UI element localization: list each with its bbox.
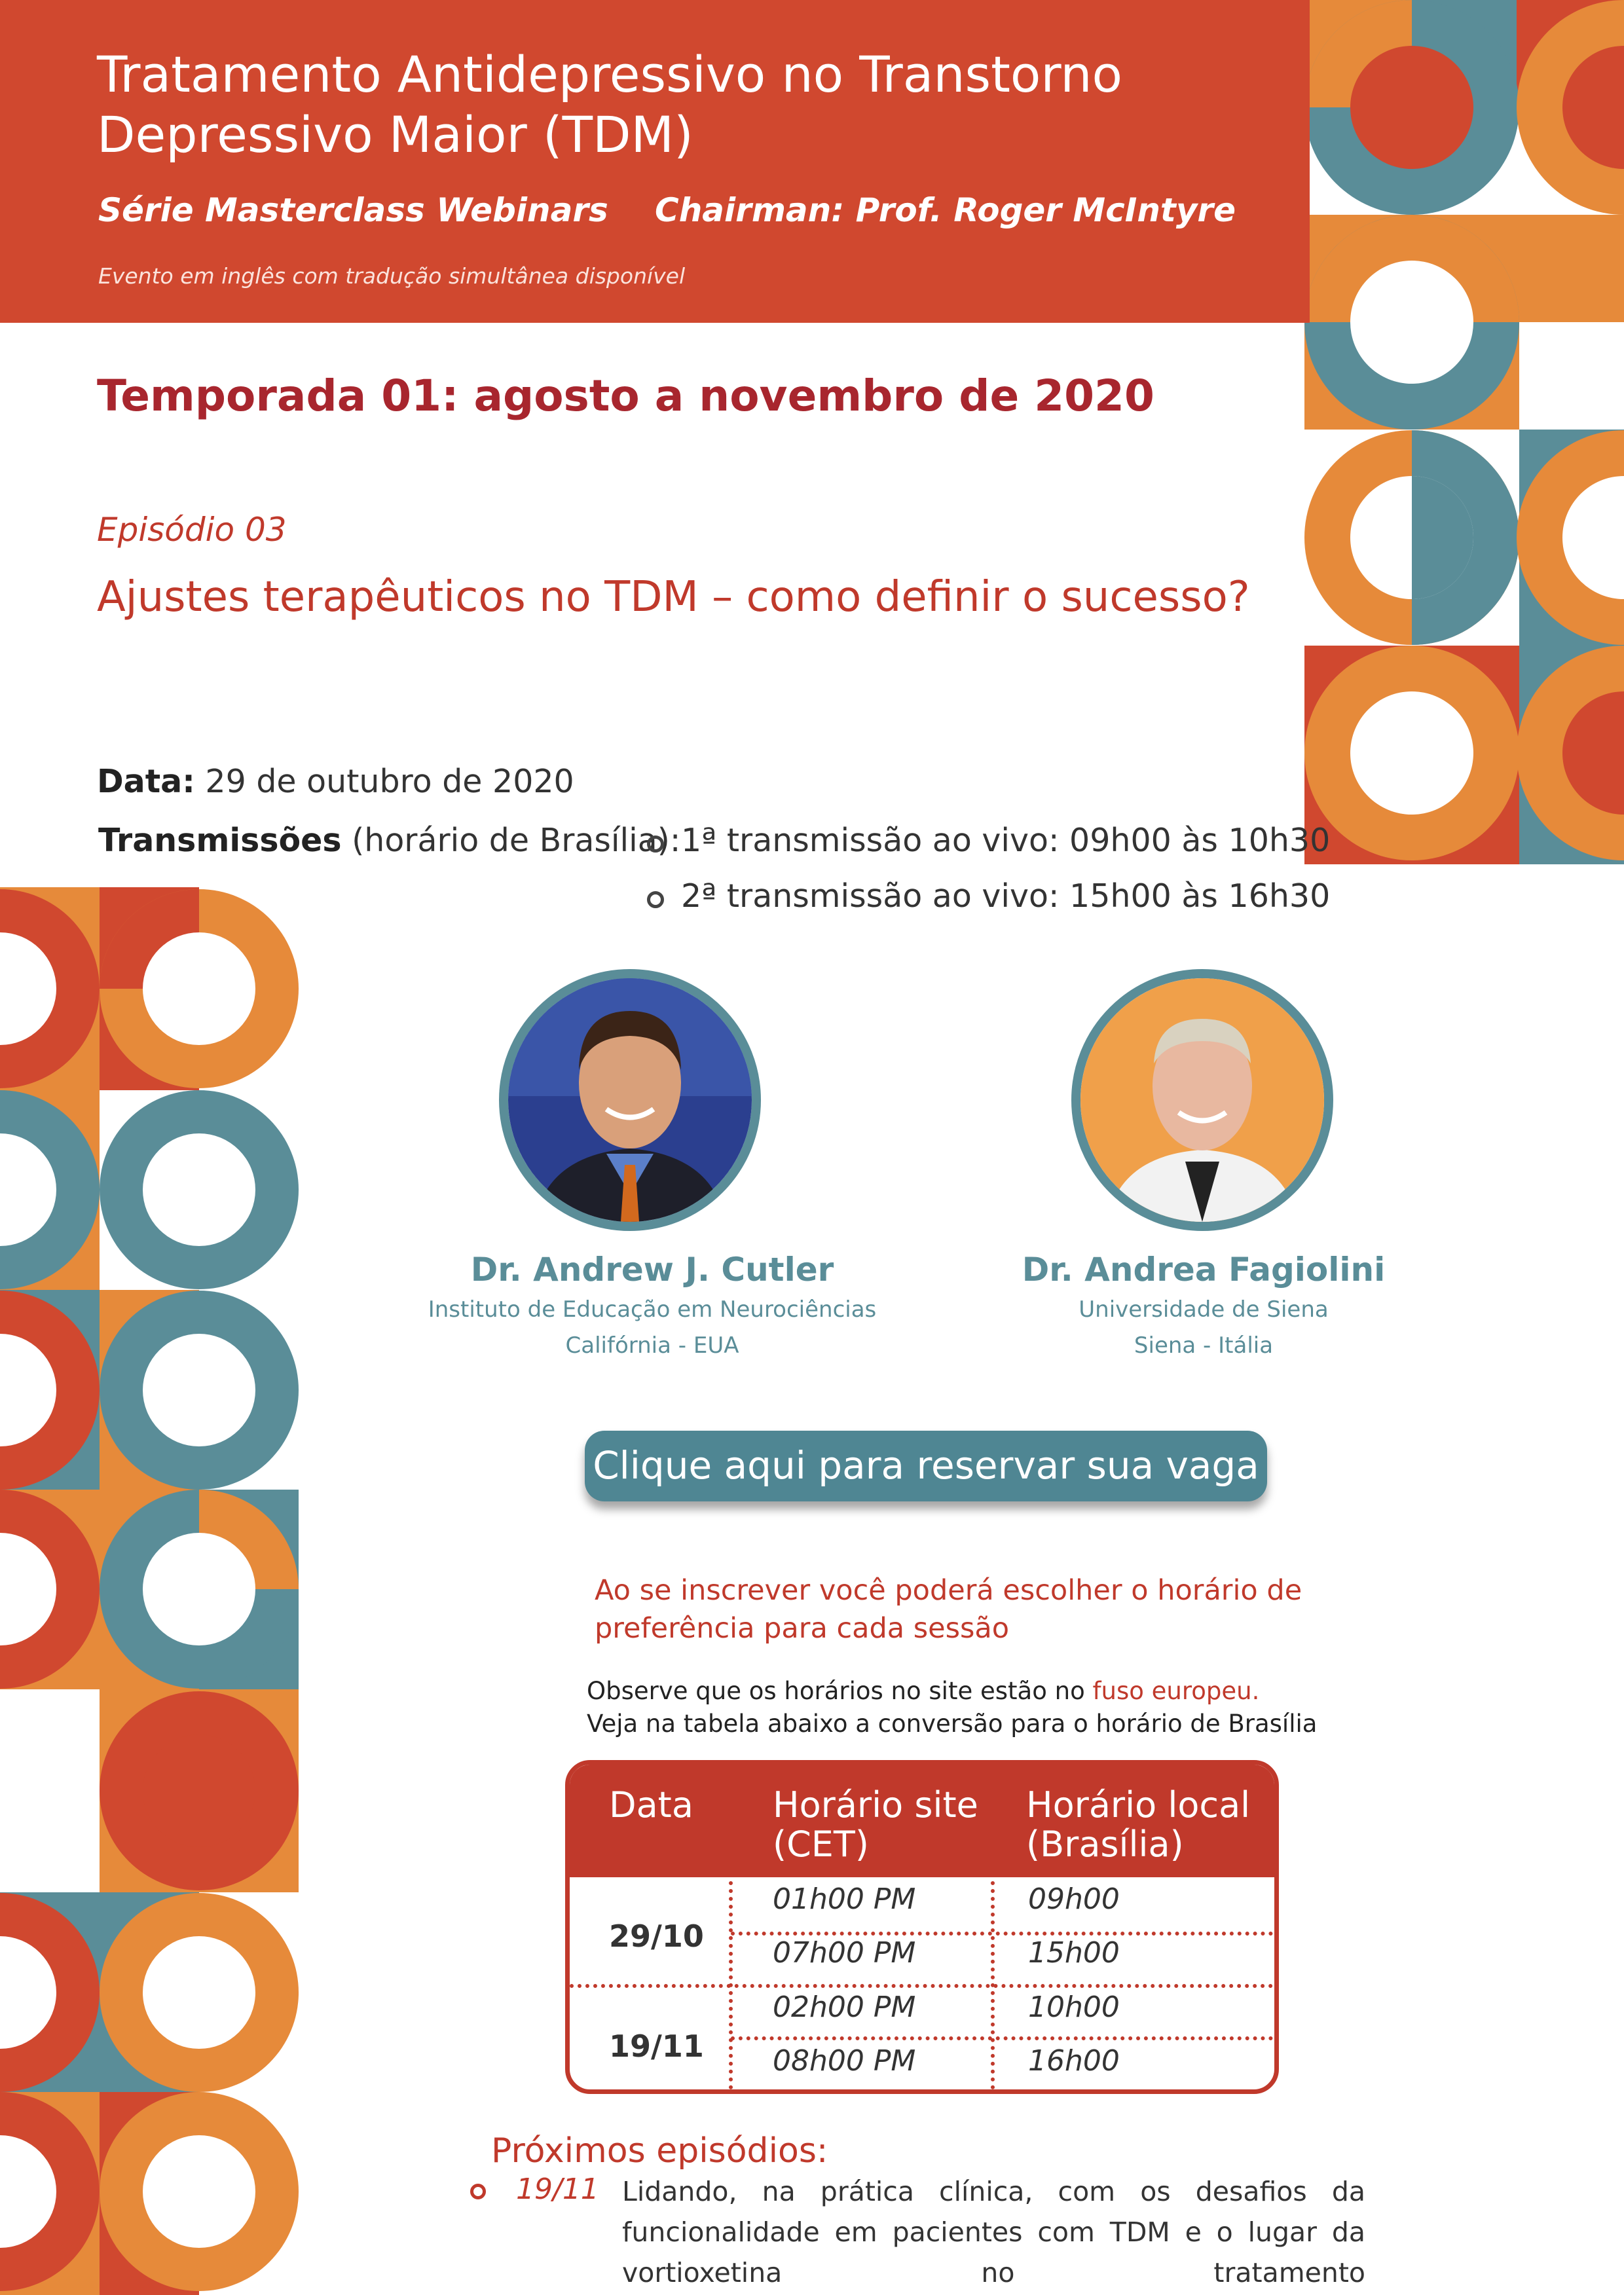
chairman-subtitle: Chairman: Prof. Roger McIntyre [655, 191, 1236, 229]
transmission-item: 1ª transmissão ao vivo: 09h00 às 10h30 [681, 822, 1331, 859]
speaker-name: Dr. Andrew J. Cutler [470, 1251, 834, 1289]
row-divider [731, 1932, 1279, 1936]
transmissions-label: Transmissões [98, 822, 342, 859]
column-header-local-time: Horário local (Brasília) [1026, 1784, 1251, 1865]
page-title: Tratamento Antidepressivo no Transtorno Depressivo Maior (TDM) [97, 45, 1122, 164]
table-date-cell: 29/10 [609, 1919, 704, 1954]
date-line [97, 763, 574, 800]
speaker-institution: Universidade de Siena [1079, 1296, 1329, 1323]
speaker-location: Califórnia - EUA [565, 1332, 739, 1359]
next-episode-date: 19/11 [516, 2173, 599, 2206]
speaker-institution: Instituto de Educação em Neurociências [428, 1296, 877, 1323]
season-heading: Temporada 01: agosto a novembro de 2020 [97, 371, 1154, 421]
table-cell: 08h00 PM [773, 2044, 916, 2078]
table-cell: 10h00 [1028, 1991, 1120, 2024]
table-cell: 09h00 [1028, 1882, 1120, 1916]
timezone-note-part2: Veja na tabela abaixo a conversão para o horário de Brasília [587, 1710, 1318, 1738]
table-cell: 16h00 [1028, 2044, 1120, 2078]
schedule-table [565, 1760, 1279, 2094]
bullet-icon [647, 835, 664, 853]
bullet-icon [470, 2184, 486, 2199]
table-cell: 15h00 [1028, 1936, 1120, 1970]
next-episodes-heading: Próximos episódios: [491, 2131, 828, 2171]
register-button[interactable]: Clique aqui para reservar sua vaga [585, 1431, 1267, 1501]
column-header-site-time: Horário site (CET) [773, 1784, 978, 1865]
episode-label: Episódio 03 [97, 511, 287, 549]
table-cell: 01h00 PM [773, 1882, 916, 1916]
speaker-name: Dr. Andrea Fagiolini [1022, 1251, 1386, 1289]
timezone-note-part1: Observe que os horários no site estão no [587, 1677, 1093, 1705]
speaker-photo-cutler [499, 969, 761, 1231]
date-label: Data: [97, 763, 195, 800]
table-cell: 02h00 PM [773, 1991, 916, 2024]
series-subtitle: Série Masterclass Webinars [98, 191, 608, 229]
decorative-pattern-right [1304, 0, 1624, 864]
transmission-item: 2ª transmissão ao vivo: 15h00 às 16h30 [681, 877, 1331, 915]
speaker-location: Siena - Itália [1134, 1332, 1274, 1359]
timezone-highlight: fuso europeu. [1092, 1677, 1260, 1705]
translation-note: Evento em inglês com tradução simultânea disponível [98, 263, 686, 289]
transmissions-line [98, 822, 680, 859]
group-divider [570, 1984, 1279, 1988]
next-episode-description: Lidando, na prática clínica, com os desafios da funcionalidade em pacientes com TDM e o lugar da vortioxetina no tratamento [622, 2176, 1365, 2288]
table-cell: 07h00 PM [773, 1936, 916, 1970]
transmissions-note: (horário de Brasília): [352, 822, 681, 859]
speaker-photo-fagiolini [1071, 969, 1333, 1231]
decorative-pattern-left [0, 887, 301, 2295]
episode-title: Ajustes terapêuticos no TDM – como definir o sucesso? [97, 573, 1250, 621]
bullet-icon [647, 891, 664, 908]
date-value: 29 de outubro de 2020 [205, 763, 574, 800]
registration-note: Ao se inscrever você poderá escolher o horário de preferência para cada sessão [595, 1574, 1302, 1645]
table-date-cell: 19/11 [609, 2029, 704, 2064]
column-header-date: Data [609, 1784, 693, 1826]
timezone-note [587, 1675, 1340, 1740]
row-divider [731, 2036, 1279, 2040]
